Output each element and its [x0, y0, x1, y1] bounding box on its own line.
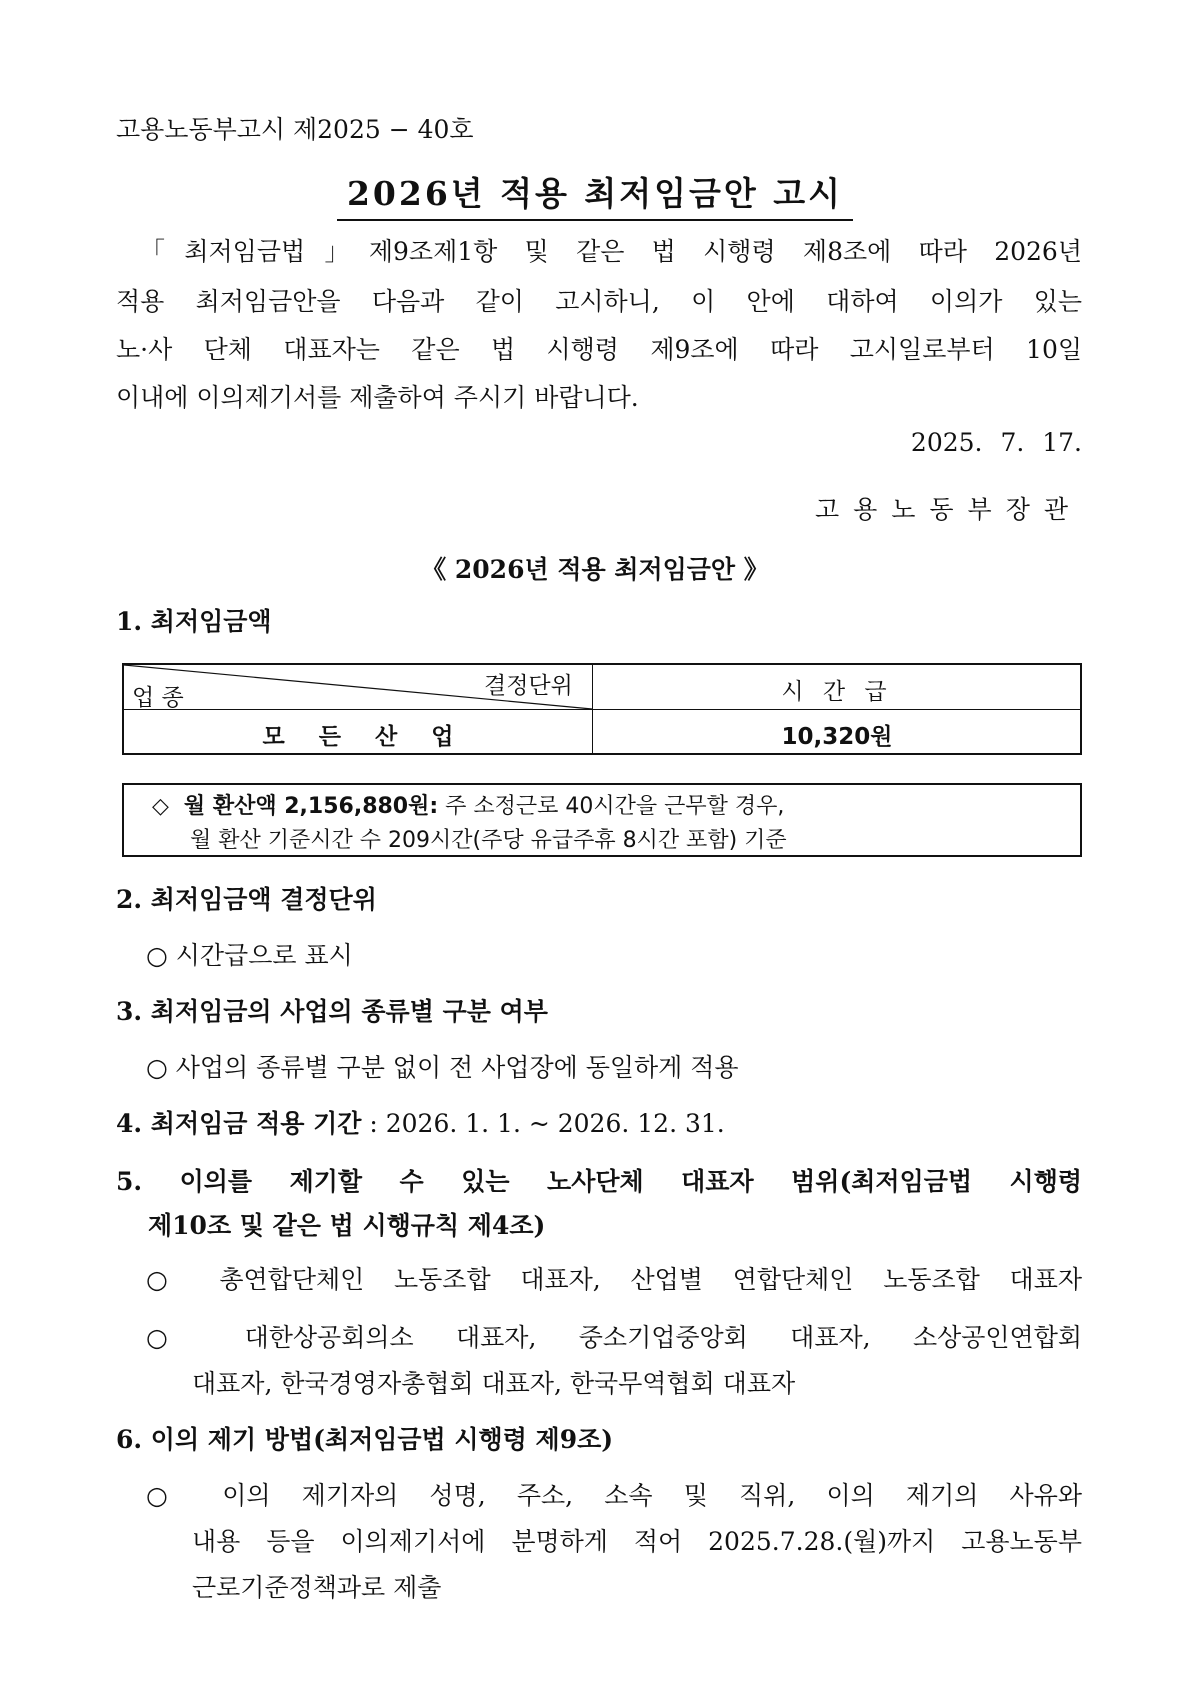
section-4-heading: 4. 최저임금 적용 기간: [116, 1109, 362, 1138]
section-5-item-1: ○ 총연합단체인 노동조합 대표자, 산업별 연합단체인 노동조합 대표자: [146, 1265, 1082, 1294]
section-5-heading-2: 제10조 및 같은 법 시행규칙 제4조): [148, 1211, 546, 1240]
section-4-period: : 2026. 1. 1. ~ 2026. 12. 31.: [361, 1109, 725, 1138]
proposal-title: 《 2026년 적용 최저임금안 》: [421, 555, 769, 584]
diamond-icon: ◇: [152, 794, 169, 819]
monthly-conversion-box: [122, 783, 1082, 857]
section-4-line: [116, 1104, 725, 1140]
notice-date: 2025. 7. 17.: [910, 428, 1082, 457]
section-6-item-line-1: ○ 이의 제기자의 성명, 주소, 소속 및 직위, 이의 제기의 사유와: [146, 1481, 1082, 1510]
header-decision-unit: 결정단위: [484, 673, 573, 699]
section-5-item-2-line-2: 대표자, 한국경영자총협회 대표자, 한국무역협회 대표자: [192, 1369, 796, 1398]
section-5-heading-1: 5. 이의를 제기할 수 있는 노사단체 대표자 범위(최저임금법 시행령: [116, 1167, 1082, 1196]
section-2-item: ○ 시간급으로 표시: [146, 941, 353, 970]
signer: 고용노동부장관: [814, 495, 1082, 524]
row-wage: 10,320원: [781, 724, 893, 750]
intro-line-3: 노·사 단체 대표자는 같은 법 시행령 제9조에 따라 고시일로부터 10일: [116, 335, 1082, 364]
monthly-condition: 주 소정근로 40시간을 근무할 경우,: [438, 794, 785, 819]
section-6-item-line-3: 근로기준정책과로 제출: [192, 1573, 442, 1602]
intro-line-1: 「최저임금법」제9조제1항 및 같은 법 시행령 제8조에 따라 2026년: [140, 237, 1082, 266]
section-5-item-2-line-1: ○ 대한상공회의소 대표자, 중소기업중앙회 대표자, 소상공인연합회: [146, 1323, 1082, 1352]
row-industry: 모 든 산 업: [262, 724, 454, 750]
section-1-heading: 1. 최저임금액: [116, 607, 272, 636]
section-6-heading: 6. 이의 제기 방법(최저임금법 시행령 제9조): [116, 1425, 614, 1454]
page-title: [0, 168, 1190, 221]
table-row-divider: [124, 709, 1080, 710]
notice-number: 고용노동부고시 제2025 − 40호: [116, 115, 474, 144]
section-3-item: ○ 사업의 종류별 구분 없이 전 사업장에 동일하게 적용: [146, 1053, 739, 1082]
section-2-heading: 2. 최저임금액 결정단위: [116, 885, 377, 914]
monthly-line-2: 월 환산 기준시간 수 209시간(주당 유급주휴 8시간 포함) 기준: [190, 828, 787, 853]
wage-table: [122, 663, 1082, 755]
intro-line-2: 적용 최저임금안을 다음과 같이 고시하니, 이 안에 대하여 이의가 있는: [116, 287, 1082, 316]
intro-line-4: 이내에 이의제기서를 제출하여 주시기 바랍니다.: [116, 383, 639, 412]
page-title-text: 2026년 적용 최저임금안 고시: [337, 168, 853, 221]
section-6-item-line-2: 내용 등을 이의제기서에 분명하게 적어 2025.7.28.(월)까지 고용노동부: [192, 1527, 1082, 1556]
section-3-heading: 3. 최저임금의 사업의 종류별 구분 여부: [116, 997, 548, 1026]
monthly-amount: 월 환산액 2,156,880원:: [183, 794, 439, 819]
header-hourly: 시 간 급: [781, 679, 893, 705]
monthly-line-1: [152, 789, 784, 820]
header-industry: 업 종: [132, 685, 184, 711]
